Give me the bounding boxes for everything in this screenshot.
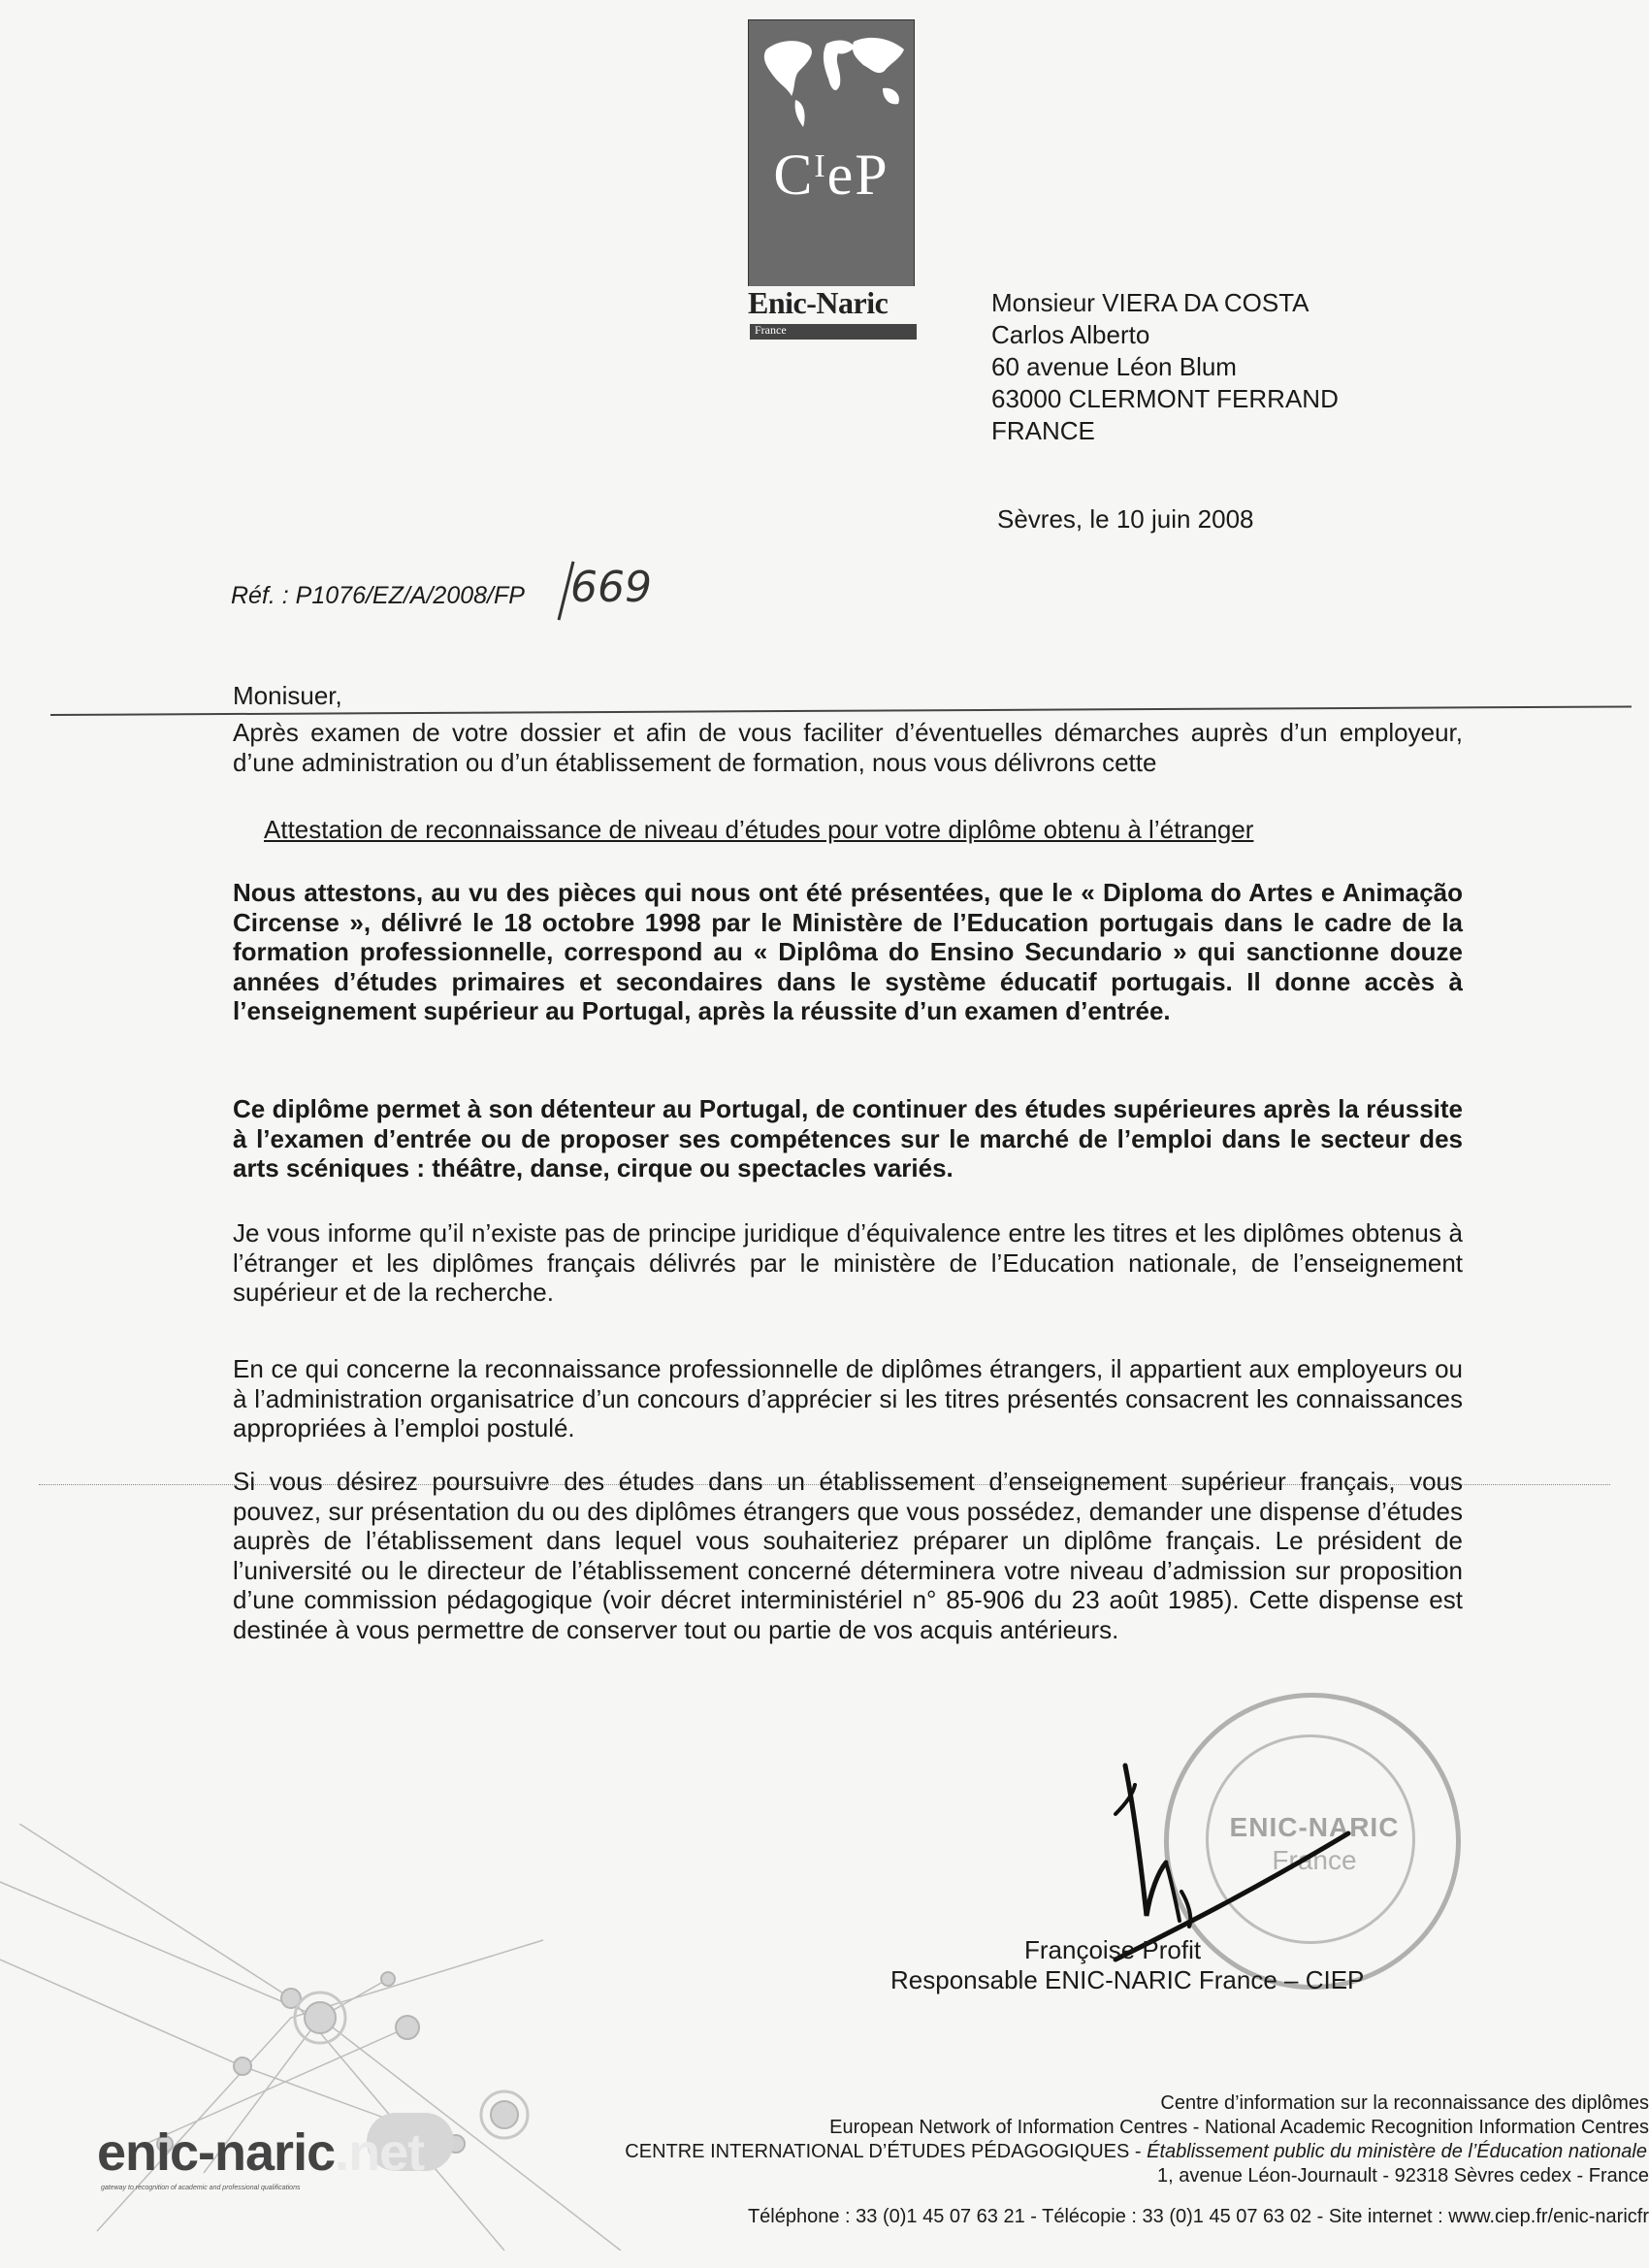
enic-naric-logo-label: Enic-Naric: [748, 285, 889, 320]
letter-footer: [625, 2091, 1649, 2227]
logo-country: France: [755, 323, 787, 337]
ciep-logo-text: $C^IeP$: [773, 143, 889, 207]
paragraph-equivalence: Je vous informe qu’il n’existe pas de principe juridique d’équivalence entre les titres et les diplômes obtenus à l’étranger et les diplômes français délivrés par le ministère de l’Education nationale, de l’enseignement supérieur et de la recherche.: [233, 1218, 1463, 1307]
stamp-text: ENIC-NARIC: [1229, 1812, 1400, 1842]
paragraph-attestation: Nous attestons, au vu des pièces qui nous ont été présentées, que le « Diploma do Artes e Animação Circense », délivré le 18 octobre 1998 par le Ministère de l’Education portugais dans le cadre de la formation professionnelle, correspond au « Diplôma do Ensino Secundario » qui sanctionne douze années d’études primaires et secondaires dans le système éducatif portugais. Il donne accès à l’enseignement supérieur au Portugal, après la réussite d’un examen d’entrée.: [233, 878, 1463, 1025]
letter-date: Sèvres, le 10 juin 2008: [997, 504, 1254, 534]
address-line: 60 avenue Léon Blum: [991, 352, 1237, 381]
paragraph-diploma: Ce diplôme permet à son détenteur au Portugal, de continuer des études supérieures après la réussite à l’examen d’entrée ou de proposer ses compétences sur le marché de l’emploi dans le secteur des arts scéniques : théâtre, danse, cirque ou spectacles variés.: [233, 1094, 1463, 1183]
address-line: Monsieur VIERA DA COSTA: [991, 288, 1310, 317]
handwritten-reference-number: 669: [570, 563, 652, 612]
stamp-text: France: [1272, 1845, 1357, 1875]
salutation: Monisuer,: [233, 681, 342, 710]
reference: Réf. : P1076/EZ/A/2008/FP: [231, 582, 525, 609]
address-line: FRANCE: [991, 416, 1095, 445]
address-line: 63000 CLERMONT FERRAND: [991, 384, 1339, 413]
footer-contact: Téléphone : 33 (0)1 45 07 63 21 - Télécopie : 33 (0)1 45 07 63 02 - Site internet : www.ciep.fr/enic-naricfr: [747, 2206, 1649, 2227]
recipient-address: [991, 287, 1339, 447]
signatory-name: Françoise Profit: [1024, 1935, 1202, 1964]
footer-line: Centre d’information sur la reconnaissance des diplômes: [1160, 2092, 1649, 2114]
world-map-icon: [749, 20, 914, 137]
ciep-logo: [748, 19, 915, 288]
address-line: Carlos Alberto: [991, 320, 1150, 349]
signatory-role: Responsable ENIC-NARIC France – CIEP: [890, 1965, 1365, 1994]
footer-line: European Network of Information Centres - National Academic Recognition Information Centres: [829, 2117, 1649, 2138]
footer-line: CENTRE INTERNATIONAL D’ÉTUDES PÉDAGOGIQUES - Établissement public du ministère de l’Éducation nationale: [625, 2141, 1647, 2162]
enic-naric-tagline: gateway to recognition of academic and professional qualifications: [101, 2185, 301, 2191]
attestation-heading: Attestation de reconnaissance de niveau d’études pour votre diplôme obtenu à l’étranger: [264, 815, 1254, 844]
paragraph-studies: Si vous désirez poursuivre des études dans un établissement d’enseignement supérieur français, vous pouvez, sur présentation du ou des diplômes étrangers que vous possédez, demander une dispense d’études auprès de l’établissement dans lequel vous souhaiteriez préparer un diplôme français. Le président de l’université ou le directeur de l’établissement concerné déterminera votre niveau d’admission sur proposition d’une commission pédagogique (voir décret interministériel n° 85-906 du 23 août 1985). Cette dispense est destinée à vous permettre de conserver tout ou partie de vos acquis antérieurs.: [233, 1467, 1463, 1644]
enic-naric-net-logo: enic-naric.net: [97, 2123, 425, 2182]
paragraph-intro: Après examen de votre dossier et afin de vous faciliter d’éventuelles démarches auprès d’un employeur, d’une administration ou d’un établissement de formation, nous vous délivrons cette: [233, 718, 1463, 777]
footer-line: 1, avenue Léon-Journault - 92318 Sèvres cedex - France: [1157, 2165, 1649, 2187]
paragraph-professional: En ce qui concerne la reconnaissance professionnelle de diplômes étrangers, il appartient aux employeurs ou à l’administration organisatrice d’un concours d’apprécier si les titres présentés consacrent les connaissances appropriées à l’emploi postulé.: [233, 1354, 1463, 1442]
